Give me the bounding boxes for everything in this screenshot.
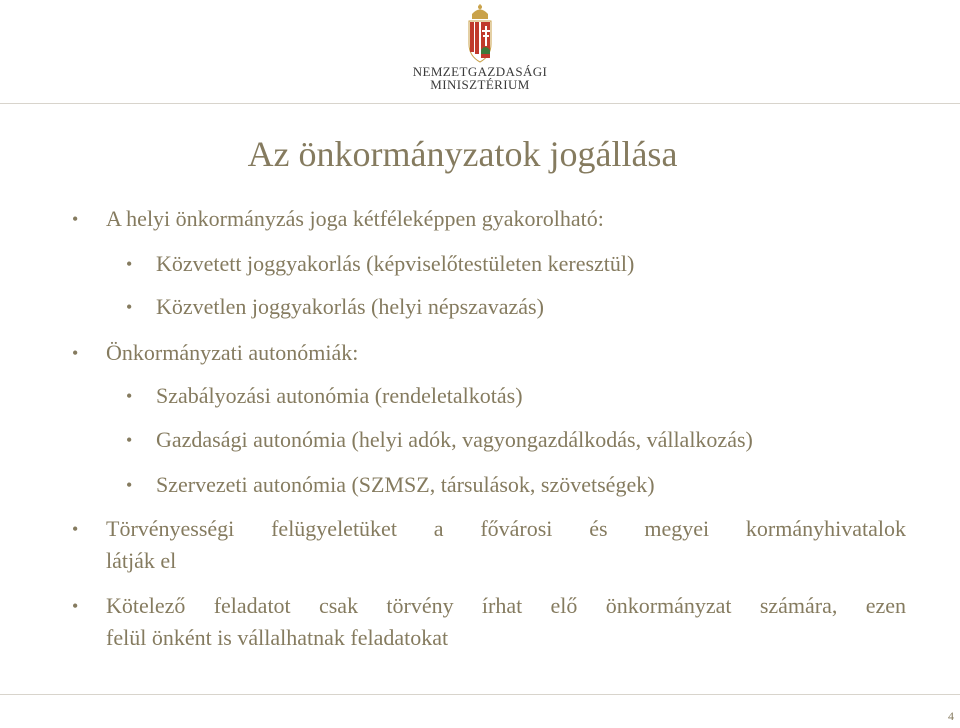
bullet-text: Törvényességi felügyeletüket a fővárosi és megyei kormányhivatalok: [106, 516, 906, 541]
bullet-icon: •: [126, 430, 133, 450]
bullet-text: Közvetett joggyakorlás (képviselőtestületen keresztül): [156, 251, 635, 276]
bullet-icon: •: [72, 596, 79, 616]
bullet-item: [72, 513, 906, 577]
footer-divider: [0, 694, 960, 695]
bullet-text: Kötelező feladatot csak törvény írhat elő önkormányzat számára, ezen: [106, 593, 906, 618]
sub-bullet-item: [126, 248, 916, 280]
bullet-icon: •: [72, 519, 79, 539]
bullet-text: A helyi önkormányzás joga kétféleképpen gyakorolható:: [106, 206, 604, 231]
sub-bullet-item: [126, 424, 916, 456]
ministry-name-line1: NEMZETGAZDASÁGI: [412, 64, 548, 79]
sub-bullet-item: [126, 469, 916, 501]
bullet-text-continued: látják el: [106, 548, 177, 573]
bullet-icon: •: [72, 343, 79, 363]
bullet-text: Szervezeti autonómia (SZMSZ, társulások, szövetségek): [156, 472, 655, 497]
bullet-text: Önkormányzati autonómiák:: [106, 340, 359, 365]
bullet-icon: •: [72, 209, 79, 229]
bullet-item: [72, 203, 906, 235]
sub-bullet-item: [126, 380, 916, 412]
bullet-text-continued: felül önként is vállalhatnak feladatokat: [106, 625, 449, 650]
sub-bullet-item: [126, 291, 916, 323]
bullet-icon: •: [126, 386, 133, 406]
bullet-icon: •: [126, 475, 133, 495]
bullet-icon: •: [126, 297, 133, 317]
bullet-text: Szabályozási autonómia (rendeletalkotás): [156, 383, 523, 408]
bullet-text: Közvetlen joggyakorlás (helyi népszavazás): [156, 294, 544, 319]
bullet-item: [72, 337, 906, 369]
bullet-icon: •: [126, 254, 133, 274]
bullet-text: Gazdasági autonómia (helyi adók, vagyongazdálkodás, vállalkozás): [156, 427, 753, 452]
slide-title: Az önkormányzatok jogállása: [247, 134, 678, 174]
ministry-name-line2: MINISZTÉRIUM: [430, 77, 530, 92]
bullet-item: [72, 590, 906, 654]
page-number: 4: [948, 709, 954, 723]
